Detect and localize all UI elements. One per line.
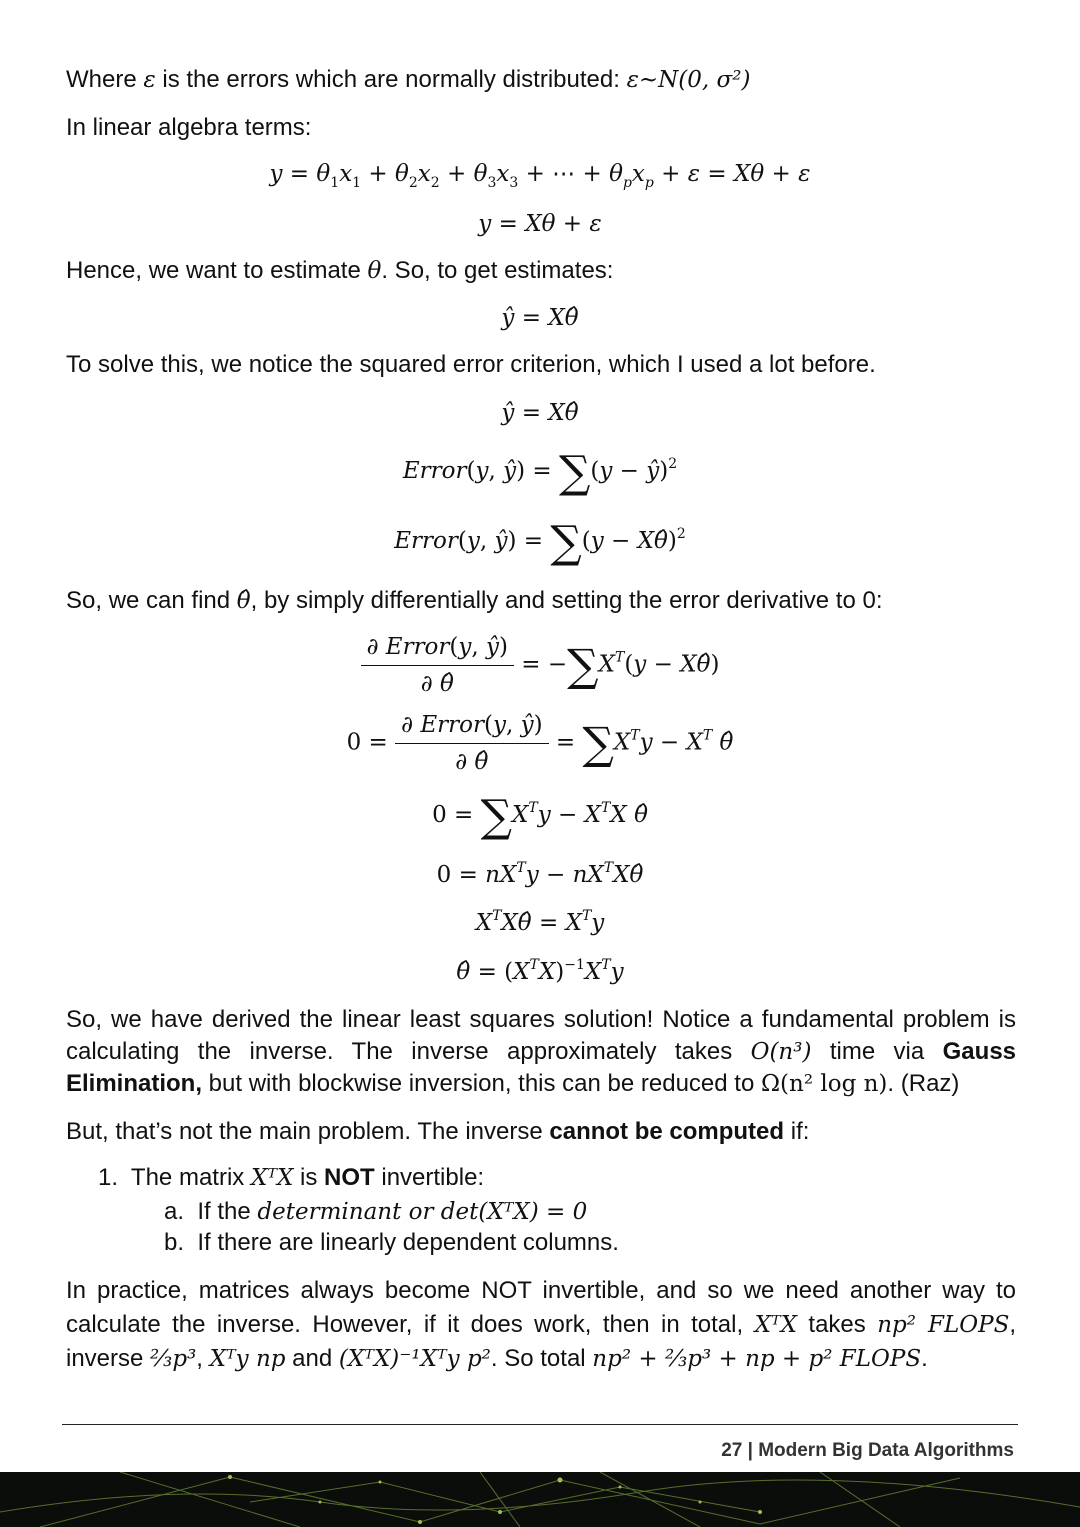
paragraph-linear-algebra: In linear algebra terms: bbox=[66, 114, 312, 141]
page-footer: 27 | Modern Big Data Algorithms bbox=[721, 1440, 1014, 1461]
text: So, we have derived the linear least squares solution! Notice a fundamental problem is calculating the inverse. The inverse approximately takes bbox=[66, 1006, 1016, 1065]
paragraph-in-practice bbox=[66, 1274, 1016, 1376]
text: . So total bbox=[490, 1345, 593, 1372]
equation-linear-model: y = Xθ + ε bbox=[478, 211, 602, 237]
text: if: bbox=[784, 1118, 810, 1145]
text: If there are linearly dependent columns. bbox=[197, 1229, 619, 1256]
math-omega: Ω(n² log n) bbox=[760, 1071, 888, 1097]
bold-cannot: cannot be computed bbox=[549, 1118, 785, 1145]
equation-normal: $X^TX\thetâ = X^Ty$ bbox=[475, 908, 605, 936]
math-inverse-cost: ⅔p³ bbox=[150, 1346, 197, 1372]
text: . So, to get estimates: bbox=[381, 257, 614, 284]
text: but with blockwise inversion, this can be reduced to bbox=[202, 1070, 761, 1097]
paragraph-derivative bbox=[66, 585, 1016, 617]
equation-zero-sum: $0 = \sum X^Ty - X^TX$ θ̂ bbox=[432, 791, 648, 842]
text: and bbox=[285, 1345, 339, 1372]
list-item-1b bbox=[164, 1227, 619, 1259]
text: In practice, matrices always become NOT invertible, and so we need another way to calculate the inverse. However, if it does work, then in total, bbox=[66, 1277, 1016, 1338]
math-total-flops: np² + ⅔p³ + np + p² FLOPS bbox=[592, 1346, 922, 1372]
math-big-o: O(n³) bbox=[750, 1039, 812, 1065]
text: time via bbox=[811, 1038, 943, 1065]
math-xtx: XᵀX bbox=[754, 1312, 797, 1338]
equation-error-1: Error(y, ŷ) = ∑(y − ŷ)$^2$ bbox=[402, 447, 678, 498]
decorative-network-band bbox=[0, 1472, 1080, 1527]
text: . (Raz) bbox=[887, 1070, 960, 1097]
math-flops: np² FLOPS bbox=[877, 1312, 1010, 1338]
equation-solution: θ̂ = $(X^TX)^{-1}X^Ty$ bbox=[456, 957, 624, 985]
paragraph-squared-error: To solve this, we notice the squared error criterion, which I used a lot before. bbox=[66, 351, 876, 378]
text: , inverse bbox=[66, 1311, 1016, 1372]
text: Where bbox=[66, 66, 144, 93]
list-letter: b. bbox=[164, 1229, 185, 1256]
equation-error-2: Error(y, ŷ) = ∑(y − Xθ̂)$^2$ bbox=[394, 517, 686, 568]
text: is the errors which are normally distributed: bbox=[155, 66, 627, 93]
math-theta: θ bbox=[367, 258, 382, 284]
equation-derivative-1: $\frac{\text{∂ Error(y, ŷ)}}{\partial \thetâ}$ = $-\sum X^T(y$ − Xθ̂) bbox=[0, 632, 1080, 699]
text: invertible: bbox=[374, 1164, 485, 1191]
math-epsilon: ε bbox=[143, 67, 156, 93]
math-determinant: determinant or det(XᵀX) = 0 bbox=[257, 1199, 588, 1225]
equation-estimate: ŷ = Xθ̂ bbox=[501, 305, 579, 331]
footer-divider bbox=[62, 1424, 1018, 1425]
bold-not: NOT bbox=[324, 1164, 375, 1191]
text: , bbox=[196, 1345, 210, 1372]
bold-gauss: Gauss Elimination, bbox=[66, 1038, 1017, 1097]
equation-derivative-2: 0 = $\frac{\text{∂ Error(y, ŷ)}}{\partial \thetâ}$ = $\sum X^Ty - X^T$ θ̂ bbox=[346, 712, 734, 775]
math-distribution: ε~N(0, σ²) bbox=[626, 67, 751, 93]
text: is bbox=[293, 1164, 325, 1191]
list-item-1a bbox=[164, 1196, 587, 1228]
text: , by simply differentially and setting the error derivative to 0: bbox=[250, 587, 883, 614]
equation-estimate-2: ŷ = Xθ̂ bbox=[501, 400, 579, 426]
text: But, that’s not the main problem. The inverse bbox=[66, 1118, 550, 1145]
network-decoration-icon bbox=[0, 1472, 1080, 1527]
math-xty: Xᵀy np bbox=[209, 1346, 286, 1372]
text: Hence, we want to estimate bbox=[66, 257, 368, 284]
text: takes bbox=[796, 1311, 878, 1338]
list-letter: a. bbox=[164, 1198, 185, 1225]
equation-linear-model-expanded: $y = \theta_1x_1 + \theta_2x_2 + \theta_3x_3$ + ⋯ + $\theta_px_p + \varepsilon = X\theta + \varepsilon$ bbox=[269, 161, 811, 191]
text: The matrix bbox=[130, 1164, 251, 1191]
text: . bbox=[921, 1345, 928, 1372]
paragraph-estimate bbox=[66, 255, 1016, 287]
math-solution-cost: (XᵀX)⁻¹Xᵀy p² bbox=[338, 1346, 491, 1372]
paragraph-least-squares bbox=[66, 1004, 1016, 1100]
list-item-1 bbox=[98, 1162, 484, 1194]
list-number: 1. bbox=[98, 1164, 119, 1191]
paragraph-main-problem bbox=[66, 1116, 1016, 1148]
text: If the bbox=[197, 1198, 258, 1225]
text: So, we can find bbox=[66, 587, 237, 614]
math-theta-hat: θ̂ bbox=[236, 588, 251, 614]
paragraph-errors bbox=[66, 64, 1016, 96]
math-xtx: XᵀX bbox=[250, 1165, 294, 1191]
equation-zero-n: $0 = nX^Ty$ − $nX^TX\thetâ$ bbox=[436, 860, 644, 888]
